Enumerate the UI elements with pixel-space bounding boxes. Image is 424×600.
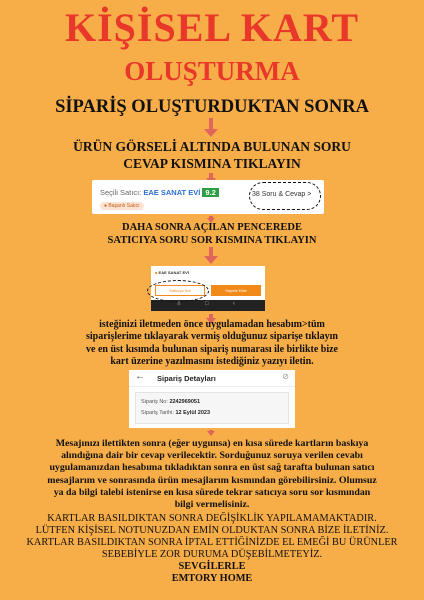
step3-line2: siparişlerime tıklayarak vermiş olduğunuz siparişe tıklayın: [86, 331, 338, 343]
footer-line4: SEBEBİYLE ZOR DURUMA DÜŞEBİLMETEYİZ.: [101, 549, 323, 560]
store-icon: ■: [155, 270, 158, 275]
home-icon[interactable]: □: [205, 301, 209, 307]
menu-icon[interactable]: ≡: [177, 301, 181, 307]
footer-line3: KARTLAR BASILDIKTAN SONRA İPTAL ETTİĞİNİZDE EL EMEĞİ BU ÜRÜNLER: [26, 537, 398, 548]
qa-button[interactable]: 38 Soru & Cevap >: [252, 191, 312, 198]
step4-text: [6, 438, 418, 511]
step2-line1: DAHA SONRA AÇILAN PENCEREDE: [122, 222, 302, 233]
order-date-value: 12 Eylül 2023: [175, 410, 211, 416]
order-date-label: Sipariş Tarihi:: [141, 410, 174, 416]
step4-line3: uygulamanızdan hesabıma tıkladıktan sonra en üst sağ tarafta bulunan satıcı: [49, 462, 375, 474]
step3-line1: isteğinizi iletmeden önce uygulamadan hesabım>tüm: [99, 319, 325, 330]
page-title: KİŞİSEL KART: [64, 5, 360, 50]
step2-line2: SATICIYA SORU SOR KISMINA TIKLAYIN: [107, 235, 317, 246]
footer-signoff: SEVGİLERLE: [178, 561, 246, 572]
step3-text: [10, 319, 414, 368]
order-no-label: Sipariş No:: [141, 399, 168, 405]
successful-seller-badge: Başarılı Satıcı: [108, 203, 140, 209]
badge-icon: ●: [104, 203, 108, 209]
ask-seller-highlight: [147, 280, 209, 302]
step4-line1: Mesajınızı ilettikten sonra (eğer uygunsa) en kısa sürede kartların baskıya: [55, 438, 369, 449]
footer-brand: EMTORY HOME: [171, 573, 253, 584]
step1-line1: ÜRÜN GÖRSELİ ALTINDA BULUNAN SORU: [73, 139, 351, 154]
order-details-screenshot: [129, 370, 295, 428]
footer-line2: LÜTFEN KİŞİSEL NOTUNUZDAN EMİN OLDUKTAN SONRA BİZE İLETİNİZ.: [35, 525, 389, 536]
section-heading: SİPARİŞ OLUŞTURDUKTAN SONRA: [55, 97, 369, 117]
step3-line3: ve en üst kısımda bulunan sipariş numarası ile birlikte bize: [86, 343, 338, 355]
navigation-bar: [151, 300, 265, 311]
step4-line2: alındığına dair bir cevap verilecektir. Sorduğunuz soruya verilen cevabı: [61, 450, 363, 462]
seller-screenshot: [92, 180, 324, 214]
page-title-second-line: OLUŞTURMA: [124, 56, 300, 86]
step3-line4: kart üzerine yazılmasını istediğiniz yazıyı iletin.: [110, 355, 314, 367]
footer-line1: KARTLAR BASILDIKTAN SONRA DEĞİŞİKLİK YAPILAMAMAKTADIR.: [47, 513, 377, 524]
hide-icon[interactable]: ⊘: [282, 372, 289, 381]
step4-line5: ya da bilgi talebi istenirse en kısa sürede tekrar satıcıya soru sor kısmından: [53, 486, 371, 498]
back-arrow-icon[interactable]: ←: [135, 371, 145, 382]
rating-badge: 9.2: [202, 188, 218, 197]
step1-line2: CEVAP KISMINA TIKLAYIN: [123, 156, 301, 171]
ask-seller-button[interactable]: Satıcıya Sor: [155, 285, 205, 296]
step2-text: [0, 221, 424, 247]
order-info-box: [135, 392, 289, 424]
ask-seller-screenshot: [151, 266, 265, 311]
step4-line6: bilgi vermelisiniz.: [174, 499, 250, 511]
add-to-cart-button[interactable]: Sepete Ekle: [211, 285, 261, 296]
order-details-header: Sipariş Detayları: [157, 374, 216, 383]
step1-text: [0, 138, 424, 172]
footer-notice: [0, 513, 424, 585]
order-no-value: 2242969051: [169, 399, 201, 405]
step4-line4: mesajlarım ve sonrasında ürün mesajlarım kısmından görebilirsiniz. Olumsuz: [47, 474, 377, 486]
seller-name: EAE SANAT EVİ: [158, 270, 189, 275]
seller-label: Seçili Satıcı:: [100, 188, 142, 197]
back-icon[interactable]: ‹: [233, 301, 235, 307]
seller-name[interactable]: EAE SANAT EVİ: [143, 188, 201, 197]
